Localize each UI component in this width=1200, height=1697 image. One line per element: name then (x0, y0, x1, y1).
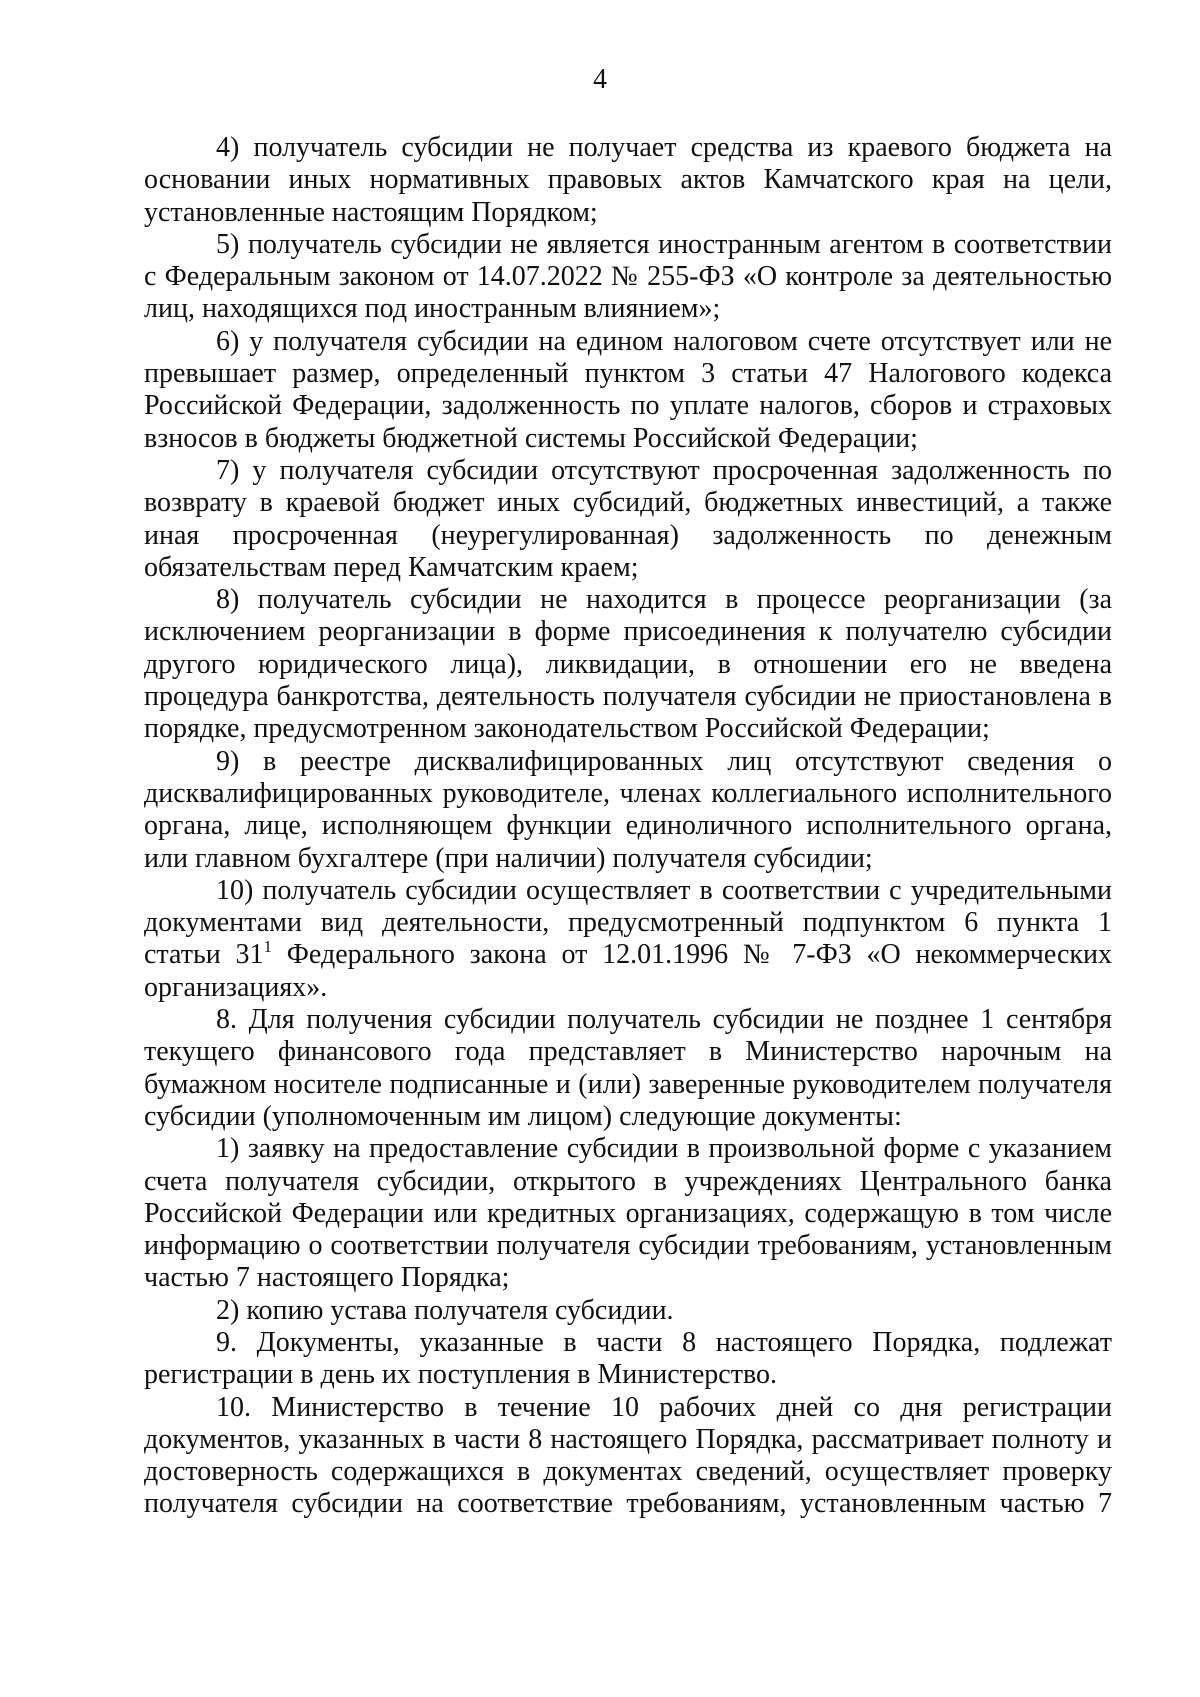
paragraph-item-6: 6) у получателя субсидии на едином налоговом счете отсутствует или не превышает размер, определенный пунктом 3 статьи 47 Налогового кодекса Российской Федерации, задолженность по уплате налогов, сборов и страховых взносов в бюджеты бюджетной системы Российской Федерации; (144, 325, 1112, 454)
paragraph-item-4: 4) получатель субсидии не получает средства из краевого бюджета на основании иных нормативных правовых актов Камчатского края на цели, установленные настоящим Порядком; (144, 132, 1112, 228)
document-body (144, 132, 1112, 1521)
paragraph-part-8: 8. Для получения субсидии получатель субсидии не позднее 1 сентября текущего финансового года представляет в Министерство нарочным на бумажном носителе подписанные и (или) заверенные руководителем получателя субсидии (уполномоченным им лицом) следующие документы: (144, 1004, 1112, 1132)
page-number: 4 (593, 64, 607, 95)
paragraph-item-8: 8) получатель субсидии не находится в процессе реорганизации (за исключением реорганизации в форме присоединения к получателю субсидии другого юридического лица), ликвидации, в отношении его не введена процедура банкротства, деятельность получателя субсидии не приостановлена в порядке, предусмотренном законодательством Российской Федерации; (144, 584, 1112, 745)
paragraph-item-9: 9) в реестре дисквалифицированных лиц отсутствуют сведения о дисквалифицированных руководителе, членах коллегиального исполнительного органа, лице, исполняющем функции единоличного исполнительного органа, или главном бухгалтере (при наличии) получателя субсидии; (144, 745, 1112, 874)
paragraph-item-10-start: 10) получатель субсидии осуществляет в соответствии с учредительными документами вид деятельности, предусмотренный подпунктом 6 пункта 1 статьи 31 (144, 874, 1112, 971)
paragraph-part-10: 10. Министерство в течение 10 рабочих дней со дня регистрации документов, указанных в части 8 настоящего Порядка, рассматривает полноту и достоверность содержащихся в документах сведений, осуществляет проверку получателя субсидии на соответствие требованиям, установленным частью 7 (144, 1391, 1112, 1520)
paragraph-part-9: 9. Документы, указанные в части 8 настоящего Порядка, подлежат регистрации в день их поступления в Министерство. (144, 1326, 1112, 1391)
paragraph-part-8-item-2: 2) копию устава получателя субсидии. (216, 1294, 674, 1326)
article-superscript: 1 (263, 937, 272, 957)
paragraph-part-8-item-1: 1) заявку на предоставление субсидии в произвольной форме с указанием счета получателя субсидии, открытого в учреждениях Центрального банка Российской Федерации или кредитных организациях, содержащую в том числе информацию о соответствии получателя субсидии требованиям, установленным частью 7 настоящего Порядка; (144, 1133, 1112, 1294)
paragraph-item-7: 7) у получателя субсидии отсутствуют просроченная задолженность по возврату в краевой бюджет иных субсидий, бюджетных инвестиций, а также иная просроченная (неурегулированная) задолженность по денежным обязательствам перед Камчатским краем; (144, 454, 1112, 583)
paragraph-item-10 (144, 875, 1112, 1004)
paragraph-item-5: 5) получатель субсидии не является иностранным агентом в соответствии с Федеральным законом от 14.07.2022 № 255-ФЗ «О контроле за деятельностью лиц, находящихся под иностранным влиянием»; (144, 228, 1112, 325)
paragraph-item-10-end: Федерального закона от 12.01.1996 № 7-ФЗ «О некоммерческих организациях». (144, 939, 1112, 1003)
